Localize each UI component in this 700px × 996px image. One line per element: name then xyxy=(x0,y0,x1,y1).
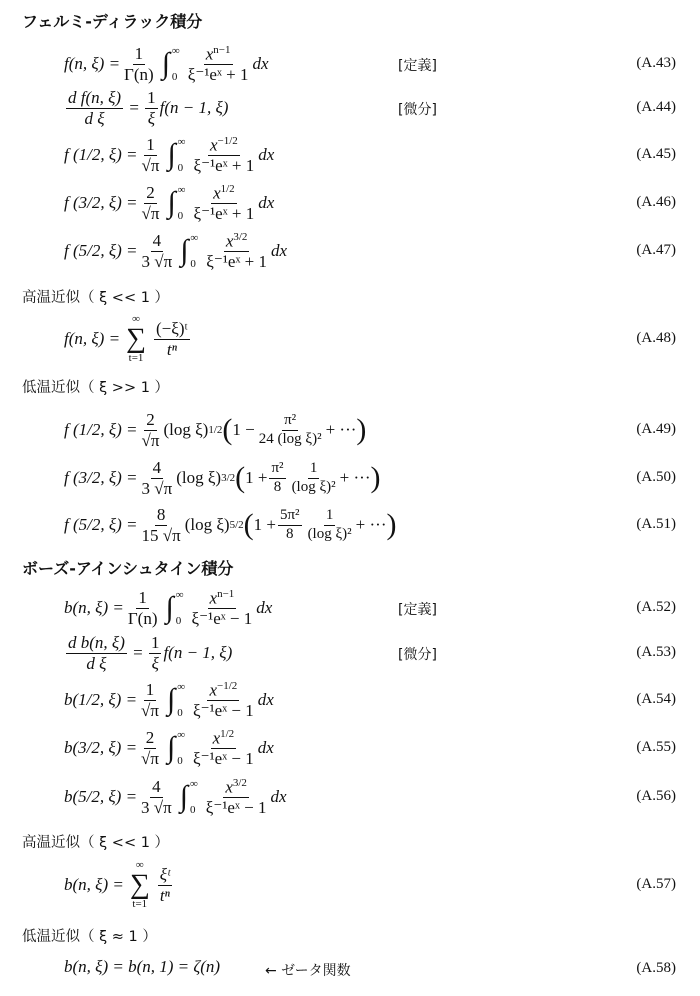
equation-row-a46 xyxy=(0,182,700,224)
equation-row-a56 xyxy=(0,775,700,819)
equation-number: (A.53) xyxy=(636,644,676,660)
lhs: f(n, ξ) = xyxy=(64,54,121,73)
note-definition: [定義] xyxy=(398,58,437,74)
equation-number: (A.43) xyxy=(636,55,676,71)
equation-a46: f (3/2, ξ) = $\frac{2}{√\pi}$ ∫ ∞ 0 $\frac{x^{1/2}}{\text{ξ⁻¹eˣ + 1}}$ dx xyxy=(64,182,275,223)
equation-a58: b(n, ξ) = b(n, 1) = ζ(n) xyxy=(64,957,221,976)
equation-number: (A.50) xyxy=(636,469,676,485)
integrand: $\frac{x^{n-1}}{\text{ξ⁻¹eˣ − 1}}$ xyxy=(191,587,253,628)
section-title-bose-einstein: ボーズ-アインシュタイン積分 xyxy=(22,559,234,578)
integral-limits: ∞ 0 xyxy=(177,136,186,174)
equation-row-a45 xyxy=(0,134,700,176)
fraction: $\frac{1}{\xi}$ xyxy=(147,87,156,128)
fraction: $\frac{8}{15 √\pi}$ xyxy=(141,504,181,545)
equation-row-a43 xyxy=(0,44,700,84)
equation-number: (A.44) xyxy=(636,99,676,115)
fraction: $\frac{2}{√\pi}$ xyxy=(141,727,159,768)
equation-number: (A.56) xyxy=(636,788,676,804)
equation-row-a52 xyxy=(0,588,700,628)
integral-limits: ∞ 0 xyxy=(177,681,186,719)
equation-a52: b(n, ξ) = $\frac{1}{\Gamma(n)}$ ∫ ∞ 0 $\frac{x^{n-1}}{\text{ξ⁻¹eˣ − 1}}$ dx xyxy=(64,587,273,628)
equation-row-a55 xyxy=(0,727,700,769)
subheading-be-low-temp: 低温近似（ ξ ≈ 1 ） xyxy=(22,929,157,945)
equation-a43: f(n, ξ) = $\frac{1}{\Gamma(n)}$ ∫ ∞ 0 $\frac{x^{n-1}}{\text{ξ⁻¹eˣ + 1}}$ dx xyxy=(64,43,269,84)
equation-a49: f (1/2, ξ) = $\frac{2}{√\pi}$ (log ξ) 1/2 ( 1 − $\frac{\text{π²}}{\text{24 (log ξ)²}}$ + ··· ) xyxy=(64,409,367,450)
fraction: $\frac{1}{\Gamma(n)}$ xyxy=(127,587,158,628)
equation-a47: f (5/2, ξ) = $\frac{4}{3 √\pi}$ ∫ ∞ 0 $\frac{x^{3/2}}{\text{ξ⁻¹eˣ + 1}}$ dx xyxy=(64,230,288,271)
equation-number: (A.47) xyxy=(636,242,676,258)
equation-number: (A.48) xyxy=(636,330,676,346)
integral-sign: ∫ xyxy=(161,47,170,80)
equation-a51: f (5/2, ξ) = $\frac{8}{15 √\pi}$ (log ξ) 5/2 ( 1 + $\frac{\text{5π²}}{8}$ $\frac{1}{\text{(log ξ)²}}$ + ··· ) xyxy=(64,504,397,545)
note-differential: [微分] xyxy=(398,102,437,118)
note-zeta-function: ← ゼータ関数 xyxy=(265,963,351,979)
integrand: $\frac{x^{n-1}}{\text{ξ⁻¹eˣ + 1}}$ xyxy=(187,43,249,84)
fraction: $\frac{\text{π²}}{8}$ xyxy=(271,460,284,495)
integrand: $\frac{x^{3/2}}{\text{ξ⁻¹eˣ + 1}}$ xyxy=(206,230,267,271)
equation-a45: f (1/2, ξ) = $\frac{1}{√\pi}$ ∫ ∞ 0 $\frac{x^{-1/2}}{\text{ξ⁻¹eˣ + 1}}$ dx xyxy=(64,134,275,175)
integral-sign: ∫ xyxy=(180,234,189,267)
summation: ∞ ∑ t=1 xyxy=(126,313,147,364)
fraction: $\frac{4}{3 √\pi}$ xyxy=(141,457,173,498)
fraction: $\frac{\text{5π²}}{8}$ xyxy=(279,507,300,542)
equation-row-a50 xyxy=(0,456,700,500)
section-title-fermi-dirac: フェルミ-ディラック積分 xyxy=(22,12,203,31)
equation-a48: f(n, ξ) = ∞ ∑ t=1 $\frac{\text{(−ξ)ᵗ}}{\text{tⁿ}}$ xyxy=(64,313,188,364)
subheading-fd-high-temp: 高温近似（ ξ << 1 ） xyxy=(22,290,170,306)
equation-row-a49 xyxy=(0,408,700,452)
integral-limits: ∞ 0 xyxy=(189,778,198,816)
summation: ∞ ∑ t=1 xyxy=(129,859,150,910)
derivative: $\frac{\text{d b(n, ξ)}}{\text{d ξ}}$ xyxy=(68,632,125,673)
equation-row-a51 xyxy=(0,503,700,547)
fraction: $\frac{4}{3 √\pi}$ xyxy=(141,230,173,271)
fraction: $\frac{\text{π²}}{\text{24 (log ξ)²}}$ xyxy=(258,412,322,447)
integral-sign: ∫ xyxy=(165,591,174,624)
equation-a53: $\frac{\text{d b(n, ξ)}}{\text{d ξ}}$ = $\frac{1}{\xi}$ f(n − 1, ξ) xyxy=(68,632,233,673)
integral-limits: ∞ 0 xyxy=(177,729,186,767)
equation-number: (A.52) xyxy=(636,599,676,615)
equation-a50: f (3/2, ξ) = $\frac{4}{3 √\pi}$ (log ξ) 3/2 ( 1 + $\frac{\text{π²}}{8}$ $\frac{1}{\text{(log ξ)²}}$ + ··· ) xyxy=(64,457,381,498)
derivative: $\frac{\text{d f(n, ξ)}}{\text{d ξ}}$ xyxy=(68,87,122,128)
equation-a57: b(n, ξ) = ∞ ∑ t=1 $\frac{\text{ξᵗ}}{\text{tⁿ}}$ xyxy=(64,859,170,910)
integral-limits: ∞ 0 xyxy=(177,184,186,222)
integral-sign: ∫ xyxy=(167,138,176,171)
equation-row-a48 xyxy=(0,313,700,365)
integral-sign: ∫ xyxy=(179,780,188,813)
fraction: $\frac{1}{√\pi}$ xyxy=(141,134,160,175)
fraction: $\frac{2}{√\pi}$ xyxy=(141,182,160,223)
equation-number: (A.49) xyxy=(636,421,676,437)
equation-row-a44 xyxy=(0,88,700,128)
fraction: $\frac{4}{3 √\pi}$ xyxy=(141,776,172,817)
fraction: $\frac{2}{√\pi}$ xyxy=(141,409,160,450)
fraction: $\frac{\text{(−ξ)ᵗ}}{\text{tⁿ}}$ xyxy=(156,318,188,359)
integral-sign: ∫ xyxy=(167,186,176,219)
fraction: $\frac{1}{\xi}$ xyxy=(150,632,160,673)
fraction: $\frac{\text{ξᵗ}}{\text{tⁿ}}$ xyxy=(159,864,170,905)
equation-a54: b(1/2, ξ) = $\frac{1}{√\pi}$ ∫ ∞ 0 $\frac{x^{-1/2}}{\text{ξ⁻¹eˣ − 1}}$ dx xyxy=(64,679,274,720)
equation-row-a58 xyxy=(0,955,700,983)
equation-number: (A.46) xyxy=(636,194,676,210)
equation-row-a53 xyxy=(0,633,700,673)
fraction: $\frac{1}{\text{(log ξ)²}}$ xyxy=(291,460,336,495)
fraction: $\frac{1}{\Gamma(n)}$ xyxy=(124,43,154,84)
note-differential: [微分] xyxy=(398,647,437,663)
fraction: $\frac{1}{\text{(log ξ)²}}$ xyxy=(307,507,352,542)
equation-a55: b(3/2, ξ) = $\frac{2}{√\pi}$ ∫ ∞ 0 $\frac{x^{1/2}}{\text{ξ⁻¹eˣ − 1}}$ dx xyxy=(64,727,274,768)
integral-limits: ∞ 0 xyxy=(190,232,199,270)
equation-row-a54 xyxy=(0,679,700,721)
integrand: $\frac{x^{1/2}}{\text{ξ⁻¹eˣ − 1}}$ xyxy=(193,727,254,768)
equation-row-a57 xyxy=(0,859,700,911)
equation-number: (A.45) xyxy=(636,146,676,162)
equation-a56: b(5/2, ξ) = $\frac{4}{3 √\pi}$ ∫ ∞ 0 $\frac{x^{3/2}}{\text{ξ⁻¹eˣ − 1}}$ dx xyxy=(64,776,287,817)
note-definition: [定義] xyxy=(398,602,437,618)
fraction: $\frac{1}{√\pi}$ xyxy=(141,679,159,720)
integrand: $\frac{x^{-1/2}}{\text{ξ⁻¹eˣ + 1}}$ xyxy=(193,134,255,175)
equation-number: (A.57) xyxy=(636,876,676,892)
integral-limits: ∞ 0 xyxy=(171,45,180,83)
integral-limits: ∞ 0 xyxy=(175,589,184,627)
equation-number: (A.51) xyxy=(636,516,676,532)
equation-row-a47 xyxy=(0,229,700,273)
equation-number: (A.58) xyxy=(636,960,676,976)
integral-sign: ∫ xyxy=(166,683,176,716)
integral-sign: ∫ xyxy=(166,731,176,764)
equation-number: (A.54) xyxy=(636,691,676,707)
integrand: $\frac{x^{3/2}}{\text{ξ⁻¹eˣ − 1}}$ xyxy=(205,776,267,817)
subheading-fd-low-temp: 低温近似（ ξ >> 1 ） xyxy=(22,380,170,396)
integrand: $\frac{x^{1/2}}{\text{ξ⁻¹eˣ + 1}}$ xyxy=(193,182,255,223)
subheading-be-high-temp: 高温近似（ ξ << 1 ） xyxy=(22,835,170,851)
equation-a44: $\frac{\text{d f(n, ξ)}}{\text{d ξ}}$ = $\frac{1}{\xi}$ f(n − 1, ξ) xyxy=(68,87,229,128)
equation-number: (A.55) xyxy=(636,739,676,755)
integrand: $\frac{x^{-1/2}}{\text{ξ⁻¹eˣ − 1}}$ xyxy=(193,679,254,720)
